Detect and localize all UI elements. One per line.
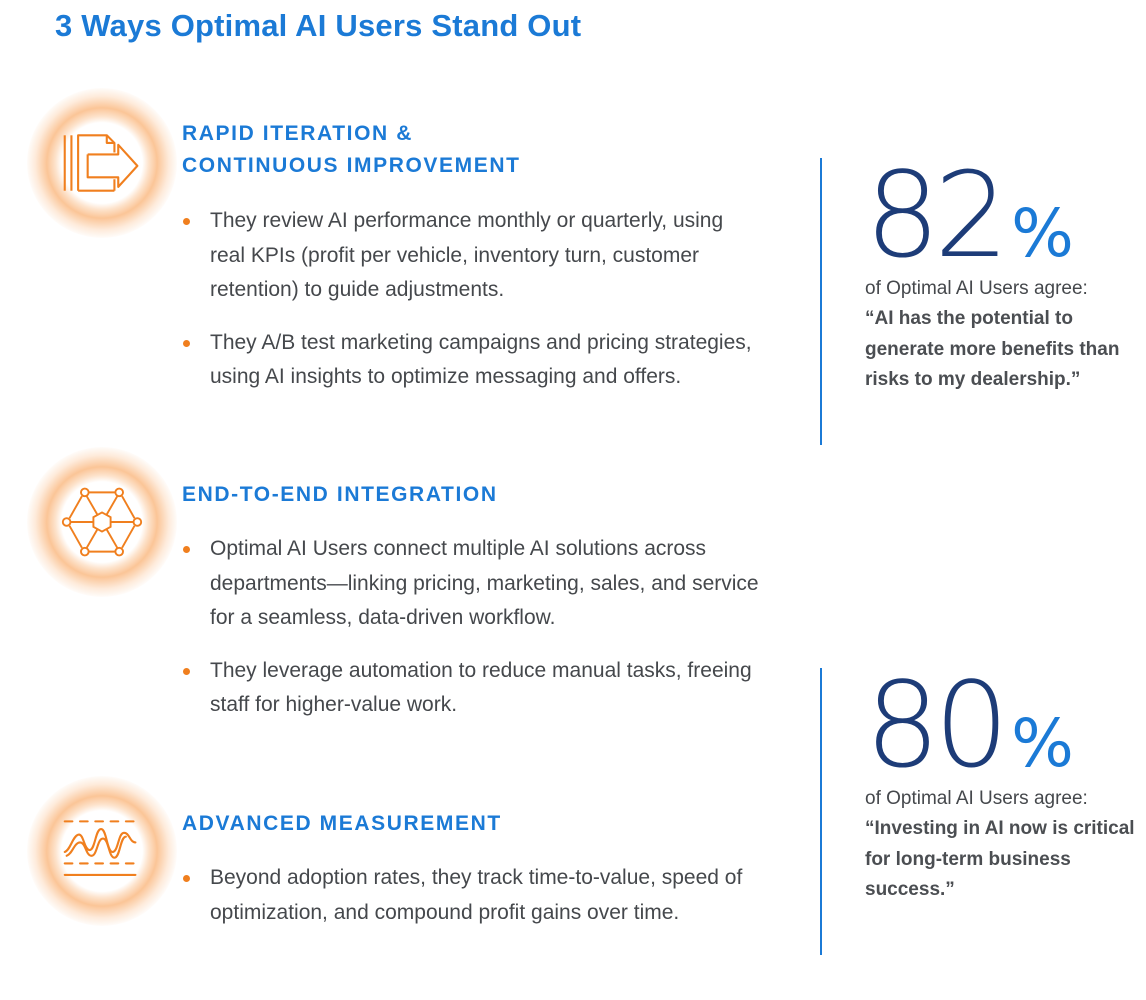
- bullet-list-measurement: [180, 861, 760, 948]
- stat-divider: [820, 668, 822, 955]
- stat-block-80: [865, 656, 1135, 906]
- page-title: 3 Ways Optimal AI Users Stand Out: [55, 8, 582, 43]
- section-title-measurement: [182, 808, 502, 840]
- bullet-item: Optimal AI Users connect multiple AI solutions across departments—linking pricing, marketing, sales, and service for a seamless, data-driven workflow.: [180, 532, 760, 636]
- stat-quote: “AI has the potential to generate more benefits than risks to my dealership.”: [865, 308, 1120, 390]
- stat-lead: of Optimal AI Users agree:: [865, 278, 1088, 299]
- stat-figure: [865, 656, 1135, 794]
- section-title-line: END-TO-END INTEGRATION: [182, 483, 498, 506]
- bullet-item: They leverage automation to reduce manual tasks, freeing staff for higher-value work.: [180, 654, 760, 723]
- stat-percent-sign: %: [1011, 195, 1074, 272]
- stat-percent-sign: %: [1011, 705, 1074, 782]
- stat-figure: [865, 146, 1135, 284]
- bullet-item: They A/B test marketing campaigns and pricing strategies, using AI insights to optimize messaging and offers.: [180, 326, 760, 395]
- stat-number: 80: [865, 656, 1004, 794]
- bullet-item: They review AI performance monthly or quarterly, using real KPIs (profit per vehicle, inventory turn, customer retention) to guide adjustments.: [180, 204, 760, 308]
- stat-divider: [820, 158, 822, 445]
- bullet-list-integration: [180, 532, 760, 741]
- bullet-item: Beyond adoption rates, they track time-to-value, speed of optimization, and compound profit gains over time.: [180, 861, 760, 930]
- section-icon-badge: [27, 776, 177, 926]
- waveform-chart-icon: [59, 808, 145, 894]
- section-title-line: ADVANCED MEASUREMENT: [182, 812, 502, 835]
- document-arrow-icon: [59, 120, 145, 206]
- stat-block-82: [865, 146, 1135, 396]
- section-icon-badge: [27, 88, 177, 238]
- network-hexagon-icon: [59, 479, 145, 565]
- section-icon-badge: [27, 447, 177, 597]
- stat-quote: “Investing in AI now is critical for long-term business success.”: [865, 818, 1135, 900]
- section-title-rapid-iteration: [182, 118, 521, 182]
- stat-number: 82: [865, 146, 1004, 284]
- bullet-list-rapid-iteration: [180, 204, 760, 413]
- section-title-line: CONTINUOUS IMPROVEMENT: [182, 154, 521, 177]
- stat-lead: of Optimal AI Users agree:: [865, 788, 1088, 809]
- section-title-integration: [182, 479, 498, 511]
- section-title-line: RAPID ITERATION &: [182, 122, 413, 145]
